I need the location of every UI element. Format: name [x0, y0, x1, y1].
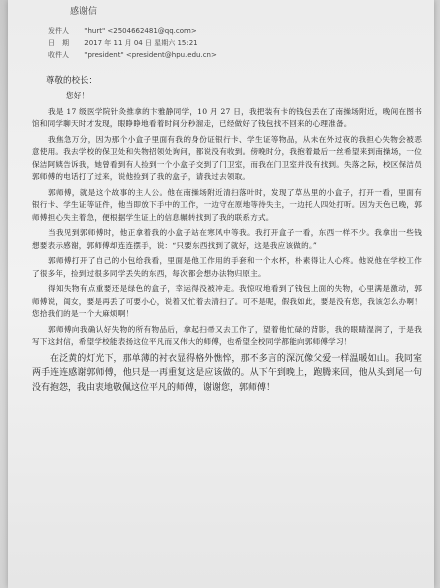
letter-body [32, 90, 422, 398]
paragraph-2: 我焦急万分，因为那个小盒子里面有我的身份证银行卡、学生证等物品，从未在外过夜的我担心失物会被恶意使用。我去学校的保卫处和失物招领处询问，都说没有收到。傍晚时分，我抱着最后一丝希望来到南操场，一位保洁阿姨告诉我，她曾看到有人捡到一个小盒子交到了门卫室，而我在门卫室并没有找到。失落之际，校区保洁员郭师傅的电话打了过来，说他捡到了我的盒子，请我过去领取。 [32, 134, 422, 181]
sender-row [48, 26, 197, 36]
paragraph-1: 我是 17 级医学院针灸推拿的卞雅静同学，10 月 27 日，我把装有卡的钱包丢在了南操场附近，晚间在图书馆和同学聊天时才发现，眼睁睁地看着时间分秒溜走，已经做好了钱包找不回来的心理准备。 [32, 106, 422, 128]
date-row [48, 38, 198, 48]
paragraph-5: 郭师傅打开了自己的小包给我看，里面是他工作用的手套和一个水杯，朴素得让人心疼。他说他在学校工作了很多年，捡到过很多同学丢失的东西，每次都会想办法物归原主。 [32, 256, 422, 278]
closing-paragraph: 在泛黄的灯光下，那单薄的衬衣显得格外憔悴，那不多言的深沉像父爱一样温暖如山。我同室两手连连感谢郭师傅，他只是一再重复这是应该做的。从下午到晚上，跑腾来回，他从头到尾一句没有抱怨，我由衷地敬佩这位平凡的师傅，谢谢您，郭师傅！ [32, 353, 422, 393]
paragraph-3: 郭师傅，就是这个故事的主人公。他在南操场附近清扫落叶时，发现了草丛里的小盒子，打开一看，里面有银行卡、学生证等证件，他当即放下手中的工作，一边守在原地等待失主，一边托人四处打听。因为天色已晚，郭师傅担心失主着急，便根据学生证上的信息辗转找到了我的联系方式。 [32, 187, 422, 222]
date-value: 2017 年 11 月 04 日 星期六 15:21 [84, 39, 198, 47]
email-subject: 感谢信 [70, 7, 98, 17]
paragraph-7: 郭师傅向我确认好失物的所有物品后，拿起扫帚又去工作了，望着他忙碌的背影，我的眼睛湿润了，于是我写下这封信，希望学校能表扬这位平凡而又伟大的师傅，也希望全校同学都能向郭师傅学习！ [32, 324, 422, 346]
recipient-label: 收件人 [48, 51, 69, 59]
recipient-row [48, 50, 217, 60]
paragraph-4: 当我见到郭师傅时，他正拿着我的小盒子站在寒风中等我。我打开盒子一看，东西一样不少。我拿出一些钱想要表示感谢，郭师傅却连连摆手，说：“只要东西找到了就好，这是我应该做的。” [32, 228, 422, 250]
paragraph-6: 得知失物有点重要还是绿色的盒子，幸运得没被冲走。我惊叹地看到了钱包上面的失物，心里满是激动，郭师傅说，闺女，要是再丢了可要小心，说着又忙着去清扫了。可不是呢，假我如此，要是没有您，我该怎么办啊！您拾我们的是一个大麻烦啊！ [32, 284, 422, 318]
date-label: 日 期 [48, 39, 69, 47]
salutation: 尊敬的校长： [46, 76, 98, 86]
greeting: 您好！ [66, 91, 90, 100]
sender-label: 发件人 [48, 27, 69, 35]
recipient-value: "president" <president@hpu.edu.cn> [84, 51, 217, 59]
letter-sheet [8, 0, 434, 588]
sender-value: "hurt" <2504662481@qq.com> [84, 27, 197, 35]
